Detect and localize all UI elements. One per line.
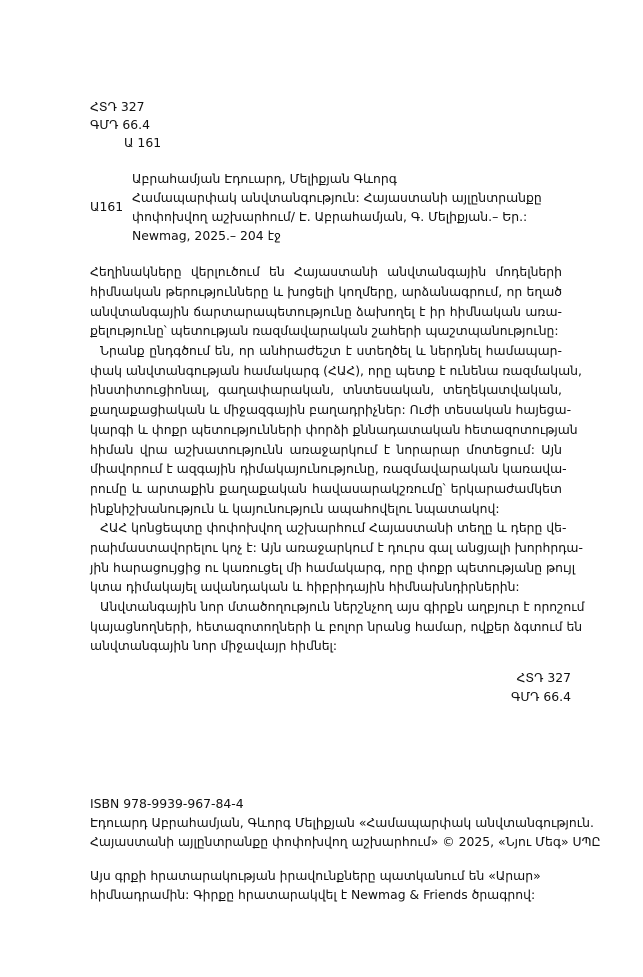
copyright-line: Հայաստանի այլընտրանքը փոփոխվող աշխարհում» © 2025, «Նյու Մեգ» ՍՊԸ xyxy=(90,834,601,849)
author-mark-side: Ա161 xyxy=(90,199,124,214)
bib-title-cont: փոփոխվող աշխարհում/ Է. Աբրահամյան, Գ. Մելիքյան.– Եր.: xyxy=(132,209,528,224)
abstract-line: անվտանգային ճարտարապետությունը ձախողել է իր հիմնական առա- xyxy=(90,304,562,319)
author-mark-top: Ա 161 xyxy=(124,135,162,150)
abstract-line: կարգի և փոքր պետությունների փորձի քննադատական հետազոտության xyxy=(90,422,578,437)
bib-authors: Աբրահամյան Էդուարդ, Մելիքյան Գևորգ xyxy=(132,171,397,186)
rights-notice: հիմնադրամին: Գիրքը հրատարակվել է Newmag & Friends ծրագրով: xyxy=(90,887,536,902)
bbk-code-bottom: ԳՄԴ 66.4 xyxy=(510,689,571,704)
abstract-line: րաիմաստավորելու կոչ է: Այն առաջարկում է դուրս գալ անցյալի խորհրդա- xyxy=(90,540,583,555)
isbn: ISBN 978-9939-967-84-4 xyxy=(90,796,244,811)
udc-code-bottom: ՀՏԴ 327 xyxy=(516,670,571,685)
rights-notice: Այս գրքի հրատարակության իրավունքները պատկանում են «Արար» xyxy=(90,868,541,883)
abstract-line: ինստիտուցիոնալ, գաղափարական, տնտեսական, տեղեկատվական, xyxy=(90,382,562,397)
abstract-line: ինքնիշխանություն և կայունություն ապահովելու նպատակով: xyxy=(90,501,500,516)
abstract-line: րումը և արտաքին քաղաքական հավասարակշռումը՝ երկարաժամկետ xyxy=(90,481,562,496)
abstract-line: հիման վրա աշխատությունն առաջարկում է նորարար մոտեցում: Այն xyxy=(90,442,562,457)
abstract-line: կտա դիմակայել ավանդական և հիբրիդային հիմնախնդիրներին: xyxy=(90,579,520,594)
abstract-line: քելությունը՝ պետության ռազմավարական շահերի պաշտպանությունը: xyxy=(90,323,559,338)
abstract-line: քաղաքացիական և միջազգային բաղադրիչներ: Ուժի տեսական հայեցա- xyxy=(90,402,572,417)
abstract-line: յին հարացույցից ու կառուցել մի համակարգ, որը փոքր պետությանը թույլ xyxy=(90,560,576,575)
bib-publisher: Newmag, 2025.– 204 էջ xyxy=(132,228,281,243)
bib-title: Համապարփակ անվտանգություն: Հայաստանի այլընտրանքը xyxy=(132,190,542,205)
abstract-line: Հեղինակները վերլուծում են Հայաստանի անվտանգային մոդելների xyxy=(90,264,562,279)
abstract-line: հիմնական թերությունները և խոցելի կողմերը, արձանագրում, որ եղած xyxy=(90,284,562,299)
abstract-line: Անվտանգային նոր մտածողություն ներշնչող այս գիրքն աղբյուր է որոշում xyxy=(100,599,585,614)
bbk-code-top: ԳՄԴ 66.4 xyxy=(90,117,151,132)
abstract-line: միավորում է ազգային դիմակայունությունը, ռազմավարական կառավա- xyxy=(90,461,567,476)
abstract-line: փակ անվտանգության համակարգ (ՀԱՀ), որը պետք է ունենա ռազմական, xyxy=(90,363,582,378)
abstract-line: կայացնողների, հետազոտողների և բոլոր նրանց համար, ովքեր ձգտում են xyxy=(90,619,583,634)
abstract-line: ՀԱՀ կոնցեպտը փոփոխվող աշխարհում Հայաստանի տեղը և դերը վե- xyxy=(100,520,567,535)
abstract-line: Նրանք ընդգծում են, որ անհրաժեշտ է ստեղծել և ներդնել համապար- xyxy=(100,343,562,358)
copyright-line: Էդուարդ Աբրահամյան, Գևորգ Մելիքյան «Համապարփակ անվտանգություն. xyxy=(90,815,594,830)
udc-code-top: ՀՏԴ 327 xyxy=(90,99,145,114)
abstract-line: անվտանգային նոր միջավայր հիմնել: xyxy=(90,638,338,653)
